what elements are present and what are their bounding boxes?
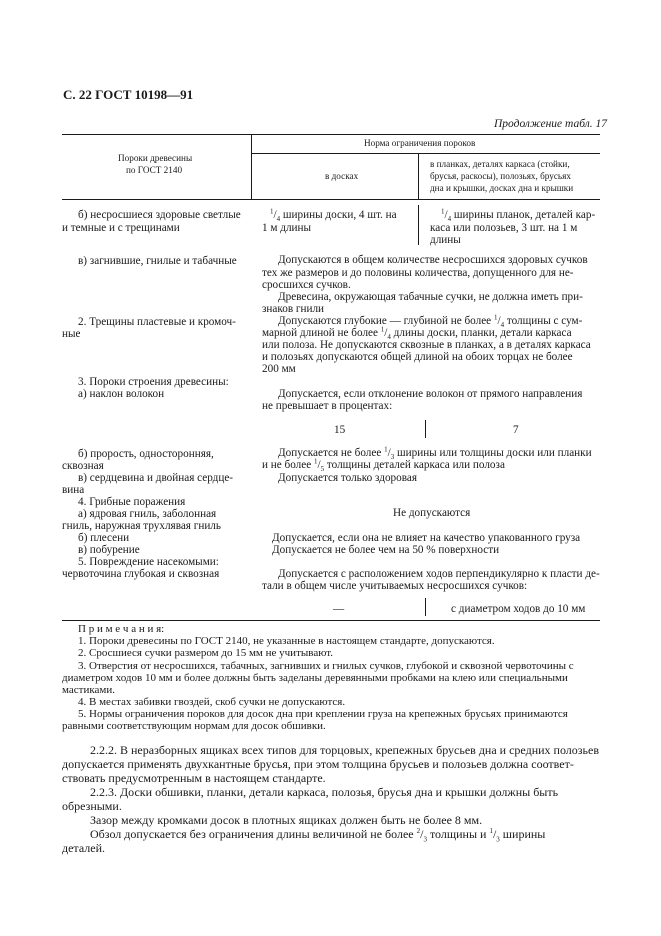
row-2-text-line1: Допускаются глубокие — глубиной не более $^1/_4$ толщины с сум- [278,313,583,330]
row-b-other-line3: длины [430,234,461,246]
row-b-doski-line2: 1 м длины [262,222,312,234]
row-5-value-doski: — [333,603,345,615]
row-v-label: в) загнившие, гнилые и табачные [78,255,237,267]
para-obzol-line2: деталей. [62,841,105,855]
row-b-other-line1: $^1/_4$ ширины планок, деталей кар- [441,207,596,224]
row-pobur-text: Допускается не более чем на 50 % поверхности [272,544,500,556]
row-v-text-line4: Древесина, окружающая табачные сучки, не должна иметь при- [278,291,583,303]
col2-header: в досках [325,171,359,181]
row-v-text-line2: тех же размеров и до половины количества, допущенного для не- [262,267,574,279]
row-3-text-line1: Допускается, если отклонение волокон от прямого направления [278,388,583,400]
row-2-label-line1: 2. Трещины пластевые и кромоч- [78,316,236,328]
note-3-line1: 3. Отверстия от несросшихся, табачных, загнивших и гнилых сучков, глубокой и сквозной червоточины с [78,660,574,672]
note-2: 2. Сросшиеся сучки размером до 15 мм не учитывают. [78,647,334,659]
row-4-label-line2: а) ядровая гниль, заболонная [78,508,217,520]
row-prorost-text-line2: и не более $^1/_5$ толщины деталей каркаса или полоза [262,457,505,474]
row-serd-label-line1: в) сердцевина и двойная сердце- [78,472,234,484]
para-2-2-2-line2: допускается применять двухкантные брусья, при этом толщина брусьев и полозьев должна соответ- [62,757,574,771]
row-5-text-line2: тали в общем числе учитываемых несросшихся сучков: [262,580,528,592]
row-3-label-line2: а) наклон волокон [78,388,165,400]
col1-header-line2: по ГОСТ 2140 [126,165,183,175]
table-top-rule [62,134,600,135]
col2-divider [418,153,419,199]
row-4-text: Не допускаются [393,507,471,519]
note-5-line2: равными соответствующим нормам для досок обшивки. [62,720,326,732]
row-4-label-line3: гниль, наружная трухлявая гниль [62,520,221,532]
row-3-col-divider [425,420,426,438]
row-v-text-line5: знаков гнили [262,303,325,315]
row-b-col-divider [418,205,419,245]
group-header: Норма ограничения пороков [364,138,476,148]
row-3-value-other: 7 [513,424,519,436]
col3-header-line3: дна и крышки, досках дна и крышки [430,183,574,193]
row-prorost-label-line2: сквозная [62,460,104,472]
row-pobur-label: в) побурение [78,544,140,556]
row-5-label-line2: червоточина глубокая и сквозная [62,568,220,580]
col1-header-line1: Пороки древесины [118,153,193,163]
row-3-value-doski: 15 [334,424,346,436]
note-5-line1: 5. Нормы ограничения пороков для досок дна при креплении груза на крепежных брусьях принимаются [78,708,568,720]
row-pleseni-label: б) плесени [78,532,130,544]
note-3-line3: мастиками. [62,684,116,696]
note-3-line2: диаметром ходов 10 мм и более должны быть заделаны деревянными пробками на клею или специальными [62,672,568,684]
notes-title: П р и м е ч а н и я: [78,623,165,635]
para-2-2-3-line1: 2.2.3. Доски обшивки, планки, детали каркаса, полозья, брусья дна и крышки должны быть [90,785,559,799]
group-header-rule [251,153,600,154]
row-5-col-divider [425,598,426,616]
para-2-2-3-line2: обрезными. [62,799,122,813]
row-5-value-other: с диаметром ходов до 10 мм [451,603,586,615]
row-2-label-line2: ные [62,328,81,340]
row-v-text-line1: Допускаются в общем количестве несросшихся здоровых сучков [278,254,588,266]
row-3-label-line1: 3. Пороки строения древесины: [78,376,229,388]
para-gap: Зазор между кромками досок в плотных ящиках должен быть не более 8 мм. [90,813,483,827]
table-bottom-rule [62,620,600,621]
row-b-label-line1: б) несросшиеся здоровые светлые [78,209,241,221]
row-2-text-line4: и полозьях допускаются общей длиной на обоих торцах не более [262,351,573,363]
row-b-doski-line1: $^1/_4$ ширины доски, 4 шт. на [270,207,397,224]
note-1: 1. Пороки древесины по ГОСТ 2140, не указанные в настоящем стандарте, допускаются. [78,635,495,647]
para-2-2-2-line3: ствовать предусмотренным в настоящем стандарте. [62,771,326,785]
table-header-rule [62,199,600,200]
row-2-text-line5: 200 мм [262,363,296,375]
row-2-text-line2: марной длиной не более $^1/_4$ длины доски, планки, детали каркаса [262,325,572,342]
row-4-label-line1: 4. Грибные поражения [78,496,186,508]
note-4: 4. В местах забивки гвоздей, скоб сучки не допускаются. [78,696,346,708]
row-serd-label-line2: вина [62,484,85,496]
row-serd-text: Допускается только здоровая [278,472,417,484]
page-reference: С. 22 ГОСТ 10198—91 [63,87,194,102]
row-5-label-line1: 5. Повреждение насекомыми: [78,556,219,568]
col3-header-line2: брусья, раскосы), полозьях, брусьях [430,171,571,181]
row-5-text-line1: Допускается с расположением ходов перпендикулярно к пласти де- [278,568,600,580]
row-b-other-line2: каса или полозьев, 3 шт. на 1 м [430,222,578,234]
row-pleseni-text: Допускается, если она не влияет на качество упакованного груза [272,532,581,544]
row-3-text-line2: не превышает в процентах: [262,400,393,412]
para-2-2-2-line1: 2.2.2. В неразборных ящиках всех типов для торцовых, крепежных брусьев дна и средних полозьев [90,743,599,757]
row-v-text-line3: сросшихся сучков. [262,279,351,291]
col3-header-line1: в планках, деталях каркаса (стойки, [430,159,570,169]
row-b-label-line2: и темные и с трещинами [62,222,180,234]
row-2-text-line3: или полоза. Не допускаются сквозные в планках, а в деталях каркаса [262,339,591,351]
table-continuation-label: Продолжение табл. 17 [494,118,607,130]
para-obzol-line1: Обзол допускается без ограничения длины величиной не более $^2/_3$ толщины и $^1/_3$ ширины [90,827,546,844]
row-prorost-text-line1: Допускается не более $^1/_3$ ширины или толщины доски или планки [278,445,592,462]
row-prorost-label-line1: б) прорость, односторонняя, [78,448,214,460]
col1-divider [251,134,252,199]
